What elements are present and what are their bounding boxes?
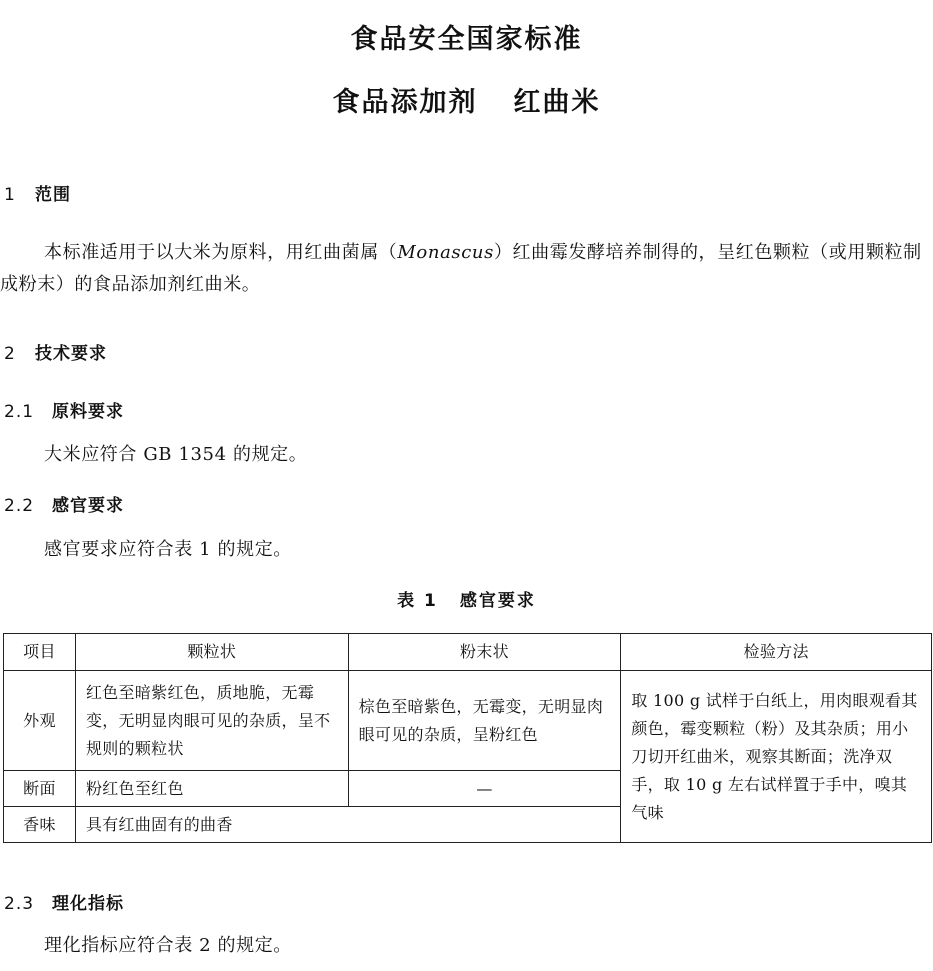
- section-title: 感官要求: [52, 496, 124, 516]
- section-number: 2: [4, 344, 16, 364]
- scope-text-latin: Monascus: [397, 242, 494, 263]
- subtitle-part-a: 食品添加剂: [332, 87, 478, 118]
- section-2-2-heading: [4, 491, 124, 516]
- table-caption-number: 表 1: [397, 591, 438, 611]
- section-2-1-heading: [4, 397, 124, 422]
- cell-method: 取 100 g 试样于白纸上，用肉眼观看其颜色，霉变颗粒（粉）及其杂质；用小刀切开红曲米，观察其断面；洗净双手，取 10 g 左右试样置于手中，嗅其气味: [621, 671, 932, 843]
- section-2-3-heading: [4, 889, 124, 914]
- table-1-caption: [0, 586, 933, 611]
- section-number: 2.2: [4, 496, 35, 516]
- sensory-requirements-table: [3, 633, 932, 843]
- section-1-heading: [4, 180, 71, 205]
- header-item: 项目: [4, 634, 76, 671]
- sensory-paragraph: 感官要求应符合表 1 的规定。: [44, 539, 292, 560]
- standard-title: 食品安全国家标准: [350, 24, 583, 55]
- row-item: 外观: [4, 671, 76, 771]
- section-number: 1: [4, 185, 16, 205]
- cell-granular: 红色至暗紫红色，质地脆，无霉变，无明显肉眼可见的杂质，呈不规则的颗粒状: [75, 671, 348, 771]
- header-method: 检验方法: [621, 634, 932, 671]
- cell-powder: —: [348, 771, 621, 807]
- section-number: 2.3: [4, 894, 35, 914]
- header-powder: 粉末状: [348, 634, 621, 671]
- table-caption-title: 感官要求: [459, 591, 536, 611]
- scope-paragraph: [0, 237, 933, 301]
- section-title: 理化指标: [52, 894, 124, 914]
- cell-combined: 具有红曲固有的曲香: [75, 807, 620, 843]
- physchem-paragraph: 理化指标应符合表 2 的规定。: [44, 935, 292, 956]
- section-number: 2.1: [4, 402, 35, 422]
- section-title: 范围: [35, 185, 71, 205]
- header-granular: 颗粒状: [75, 634, 348, 671]
- scope-text-a: 本标准适用于以大米为原料，用红曲菌属（: [44, 242, 398, 263]
- section-2-heading: [4, 339, 107, 364]
- table-header-row: [4, 634, 932, 671]
- raw-material-paragraph: 大米应符合 GB 1354 的规定。: [44, 444, 308, 465]
- section-title: 原料要求: [52, 402, 124, 422]
- subtitle-part-b: 红曲米: [513, 87, 601, 118]
- standard-subtitle: [0, 80, 933, 119]
- cell-powder: 棕色至暗紫色，无霉变，无明显肉眼可见的杂质，呈粉红色: [348, 671, 621, 771]
- row-item: 断面: [4, 771, 76, 807]
- scope-text-b: ）红曲霉发酵培养制得的，呈红色颗粒（或用颗粒制成粉末）的食品添加剂红曲米。: [0, 242, 922, 295]
- row-item: 香味: [4, 807, 76, 843]
- cell-granular: 粉红色至红色: [75, 771, 348, 807]
- section-title: 技术要求: [35, 344, 107, 364]
- table-row: [4, 671, 932, 771]
